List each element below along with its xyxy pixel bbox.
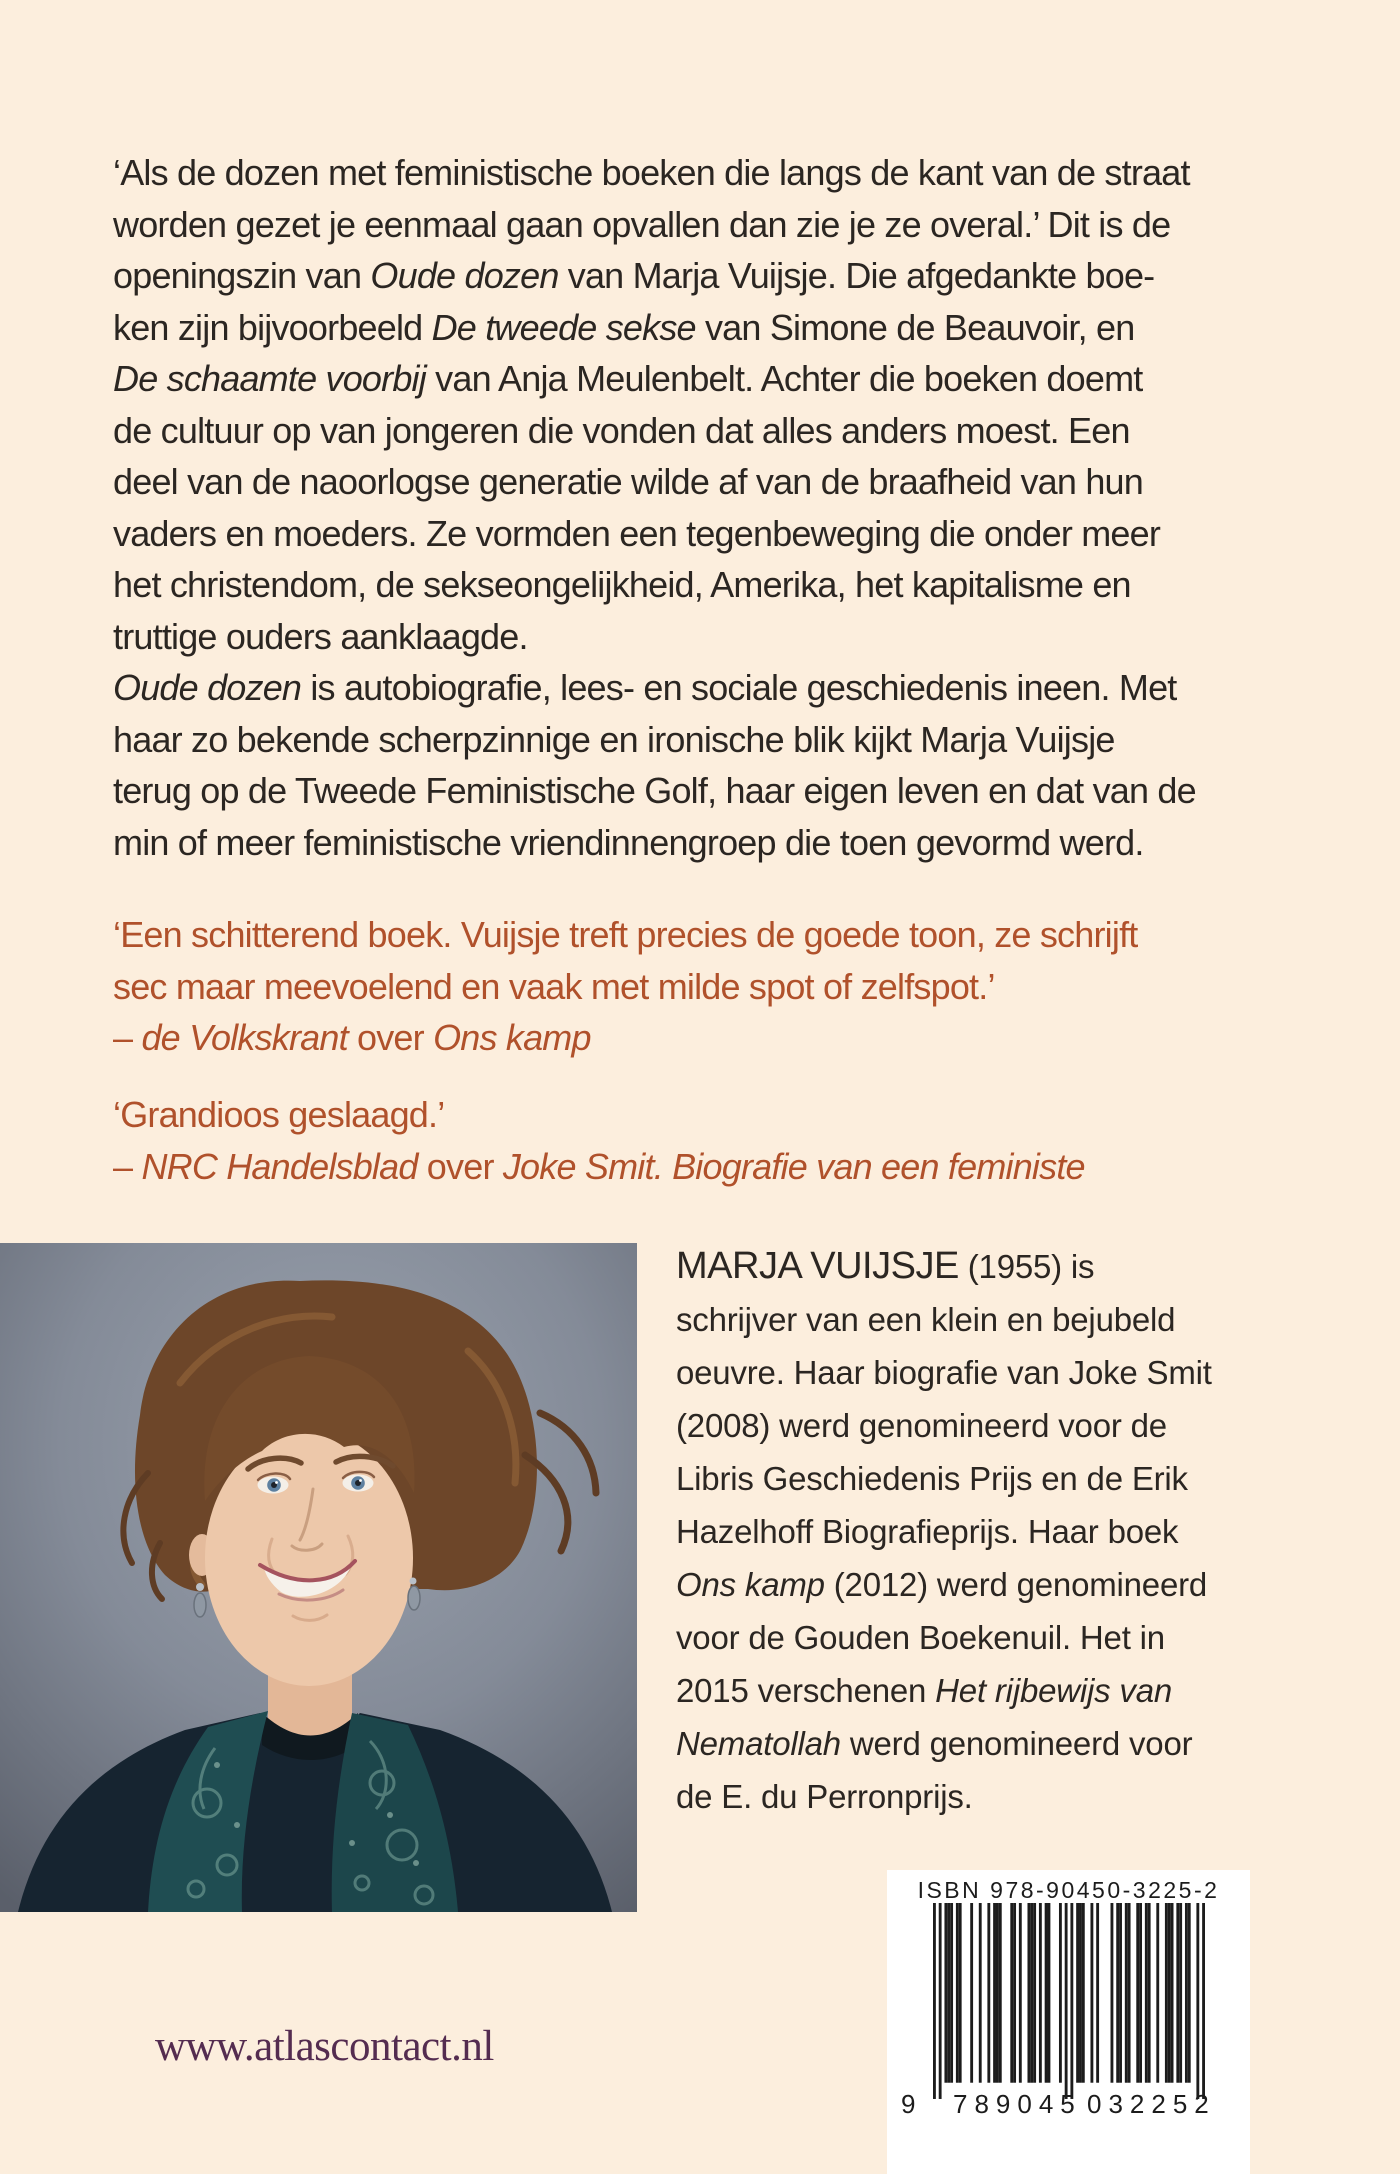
text-line: haar zo bekende scherpzinnige en ironische blik kijkt Marja Vuijsje — [113, 718, 1115, 760]
text-line: vaders en moeders. Ze vormden een tegenbeweging die onder meer — [113, 512, 1161, 554]
text-line: Hazelhoff Biografieprijs. Haar boek — [676, 1513, 1179, 1550]
text-line: oeuvre. Haar biografie van Joke Smit — [676, 1354, 1212, 1391]
text-line: openingszin van Oude dozen van Marja Vuijsje. Die afgedankte boe- — [113, 255, 1155, 296]
text-line: (2008) werd genomineerd voor de — [676, 1407, 1167, 1444]
text-line: ken zijn bijvoorbeeld De tweede sekse van Simone de Beauvoir, en — [113, 306, 1135, 348]
text-line: sec maar meevoelend en vaak met milde spot of zelfspot.’ — [113, 965, 995, 1007]
text-line: schrijver van een klein en bejubeld — [676, 1301, 1176, 1338]
text-line: ‘Een schitterend boek. Vuijsje treft precies de goede toon, ze schrijft — [113, 914, 1138, 955]
isbn-barcode — [887, 1870, 1250, 2174]
text-line: voor de Gouden Boekenuil. Het in — [676, 1619, 1165, 1656]
text-line: – NRC Handelsblad over Joke Smit. Biografie van een feministe — [113, 1145, 1085, 1187]
text-line: ‘Grandioos geslaagd.’ — [113, 1094, 445, 1135]
text-line: terug op de Tweede Feministische Golf, haar eigen leven en dat van de — [113, 770, 1196, 811]
text-line: MARJA VUIJSJE (1955) is — [676, 1245, 1095, 1287]
publisher-website: www.atlascontact.nl — [155, 2023, 494, 2070]
text-line: De schaamte voorbij van Anja Meulenbelt. Achter die boeken doemt — [113, 358, 1143, 399]
text-line: deel van de naoorlogse generatie wilde af van de braafheid van hun — [113, 461, 1143, 502]
back-cover-blurb — [113, 147, 1353, 868]
text-line: 2015 verschenen Het rijbewijs van — [676, 1672, 1173, 1709]
barcode-digits-left: 789045 — [953, 2089, 1082, 2119]
text-line: min of meer feministische vriendinnengroep die toen gevormd werd. — [113, 821, 1144, 863]
text-line: worden gezet je eenmaal gaan opvallen dan zie je ze overal.’ Dit is de — [113, 203, 1171, 245]
text-line: de cultuur op van jongeren die vonden dat alles anders moest. Een — [113, 409, 1130, 451]
text-line: Libris Geschiedenis Prijs en de Erik — [676, 1460, 1188, 1497]
text-line: het christendom, de sekseongelijkheid, Amerika, het kapitalisme en — [113, 564, 1131, 605]
text-line: Oude dozen is autobiografie, lees- en sociale geschiedenis ineen. Met — [113, 667, 1177, 708]
review-quote-volkskrant — [113, 909, 1353, 1064]
author-portrait-illustration — [0, 1243, 637, 1912]
text-line: de E. du Perronprijs. — [676, 1778, 973, 1815]
text-line: – de Volkskrant over Ons kamp — [113, 1017, 591, 1058]
text-line: Nematollah werd genomineerd voor — [676, 1725, 1193, 1762]
text-line: Ons kamp (2012) werd genomineerd — [676, 1566, 1208, 1603]
ean13-bars — [933, 1903, 1205, 2101]
text-line: truttige ouders aanklaagde. — [113, 615, 528, 657]
barcode-digits-right: 032252 — [1087, 2089, 1216, 2119]
barcode-digit-lead: 9 — [901, 2089, 916, 2119]
text-line: ‘Als de dozen met feministische boeken die langs de kant van de straat — [113, 152, 1190, 193]
review-quote-nrc — [113, 1089, 1353, 1192]
face — [205, 1430, 413, 1686]
author-photo — [0, 1243, 637, 1912]
isbn-label: ISBN 978-90450-3225-2 — [917, 1877, 1220, 1903]
author-bio — [676, 1240, 1356, 1823]
